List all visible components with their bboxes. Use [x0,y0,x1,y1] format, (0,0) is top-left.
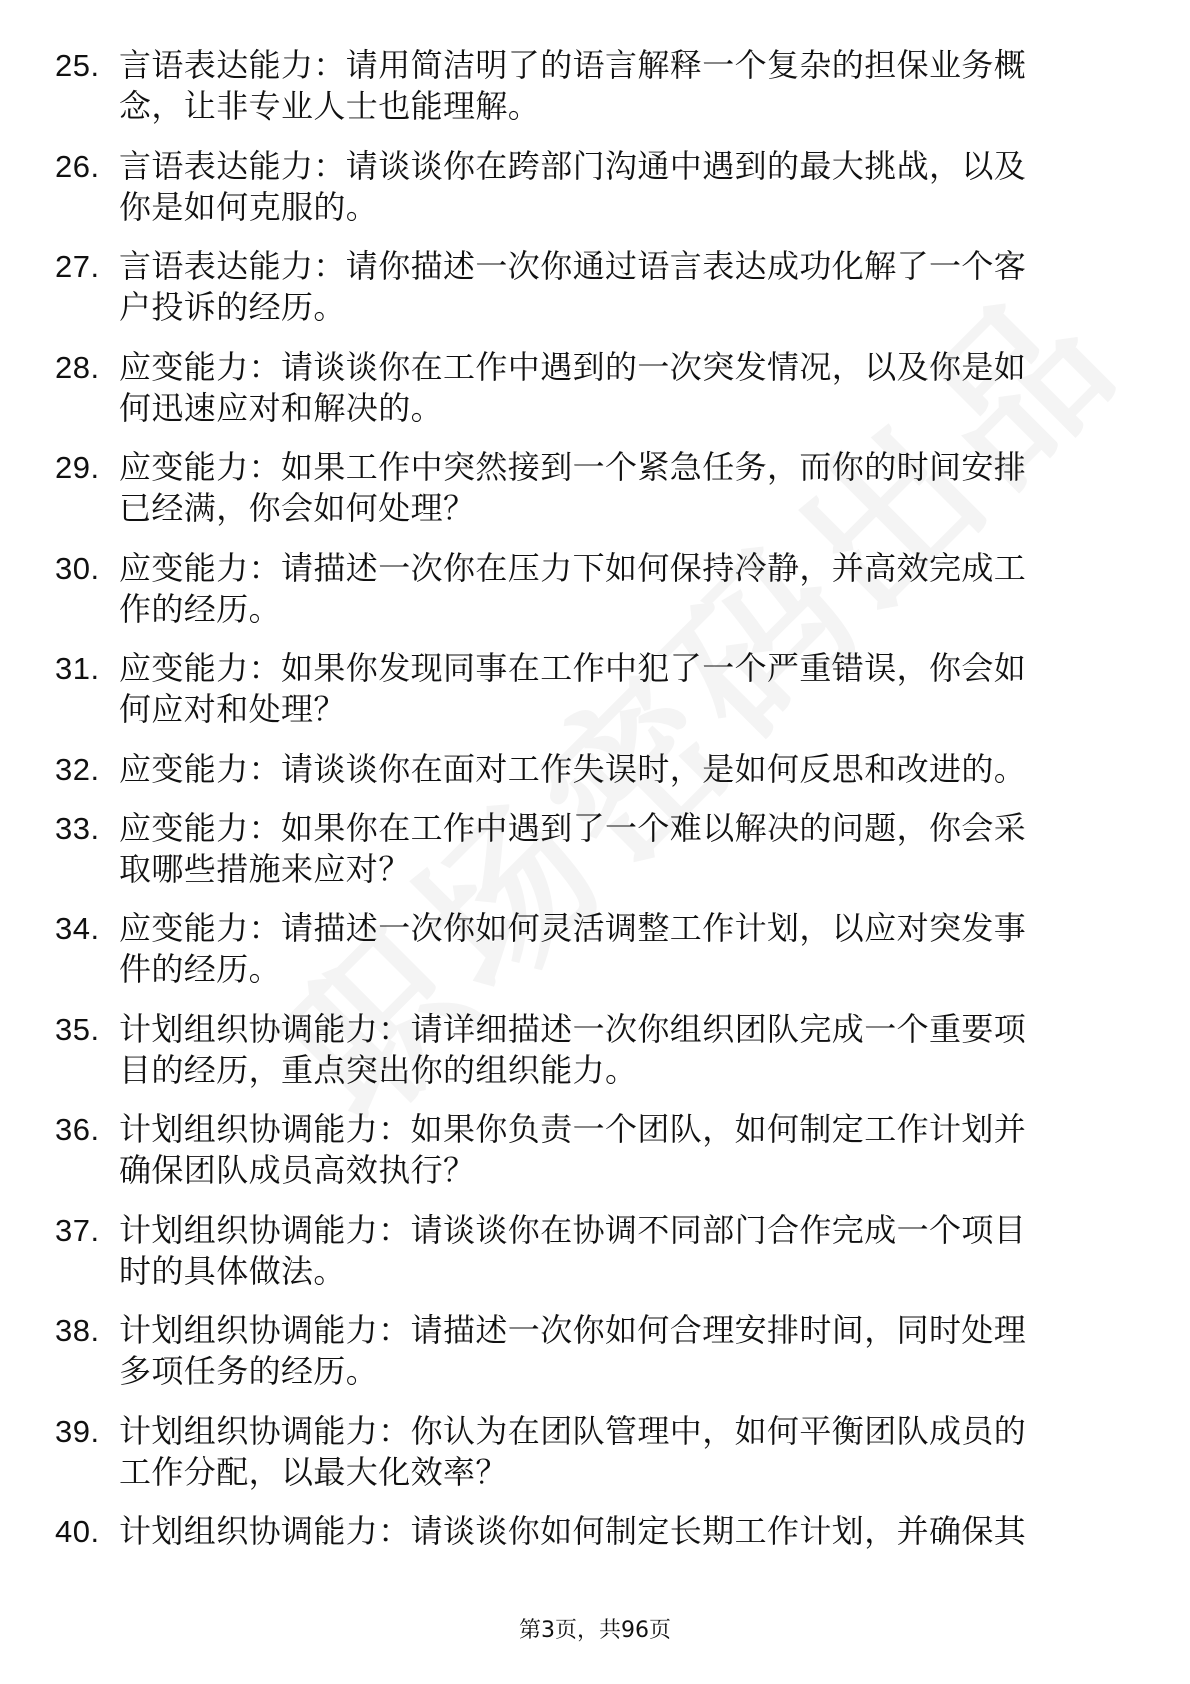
question-item [0,548,1190,649]
question-number: 28. [55,349,100,385]
question-number: 40. [55,1514,100,1549]
question-item [0,1109,1190,1210]
question-number: 37. [55,1212,100,1248]
question-item [0,648,1190,749]
question-item [0,347,1190,448]
question-text: 计划组织协调能力：如果你负责一个团队，如何制定工作计划并确保团队成员高效执行？ [119,1110,1027,1189]
question-text: 计划组织协调能力：你认为在团队管理中，如何平衡团队成员的工作分配，以最大化效率？ [119,1411,1027,1491]
question-number: 36. [55,1112,100,1147]
question-text: 计划组织协调能力：请谈谈你如何制定长期工作计划，并确保其 [119,1512,1027,1550]
question-item [0,808,1190,909]
question-text: 应变能力：如果你在工作中遇到了一个难以解决的问题，你会采取哪些措施来应对？ [119,808,1027,888]
question-text: 应变能力：请谈谈你在面对工作失误时，是如何反思和改进的。 [119,749,1027,788]
question-number: 27. [55,249,100,284]
question-number: 34. [55,911,100,946]
question-number: 29. [55,450,100,485]
question-item [0,447,1190,548]
question-number: 32. [55,751,100,787]
question-number: 25. [55,48,100,83]
question-text: 计划组织协调能力：请谈谈你在协调不同部门合作完成一个项目时的具体做法。 [119,1210,1027,1290]
question-item [0,246,1190,347]
question-text: 计划组织协调能力：请详细描述一次你组织团队完成一个重要项目的经历，重点突出你的组织能力。 [119,1009,1027,1089]
question-number: 38. [55,1313,100,1348]
question-item [0,146,1190,247]
question-number: 26. [55,148,100,184]
question-number: 35. [55,1011,100,1047]
question-item [0,1511,1190,1570]
question-number: 39. [55,1413,100,1449]
question-text: 应变能力：请描述一次你在压力下如何保持冷静，并高效完成工作的经历。 [119,548,1027,628]
question-item [0,1210,1190,1311]
question-item [0,1310,1190,1411]
question-number: 31. [55,651,100,686]
question-text: 应变能力：请谈谈你在工作中遇到的一次突发情况，以及你是如何迅速应对和解决的。 [119,347,1027,427]
question-item [0,1411,1190,1512]
question-text: 应变能力：如果你发现同事在工作中犯了一个严重错误，你会如何应对和处理？ [119,649,1027,728]
question-item [0,749,1190,808]
question-list [0,45,1190,1570]
question-text: 言语表达能力：请谈谈你在跨部门沟通中遇到的最大挑战，以及你是如何克服的。 [119,146,1027,226]
question-item [0,45,1190,146]
question-text: 应变能力：请描述一次你如何灵活调整工作计划，以应对突发事件的经历。 [119,909,1027,988]
question-text: 计划组织协调能力：请描述一次你如何合理安排时间，同时处理多项任务的经历。 [119,1311,1027,1390]
question-number: 30. [55,550,100,586]
question-item [0,1009,1190,1110]
question-number: 33. [55,810,100,846]
question-text: 应变能力：如果工作中突然接到一个紧急任务，而你的时间安排已经满，你会如何处理？ [119,448,1027,527]
question-item [0,908,1190,1009]
question-text: 言语表达能力：请用简洁明了的语言解释一个复杂的担保业务概念，让非专业人士也能理解。 [119,46,1027,125]
page-footer: 第3页，共96页 [519,1618,671,1643]
question-text: 言语表达能力：请你描述一次你通过语言表达成功化解了一个客户投诉的经历。 [119,247,1027,326]
